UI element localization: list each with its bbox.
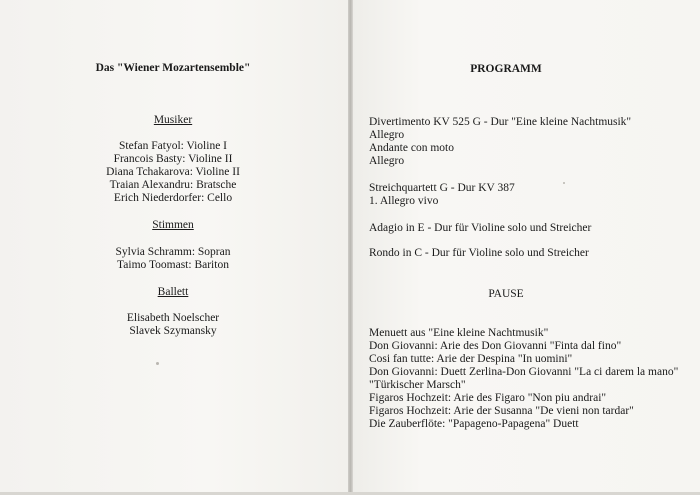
pause-heading: PAUSE [488,288,524,300]
musiker-item: Diana Tchakarova: Violine II [106,166,240,178]
program-line: "Türkischer Marsch" [369,379,466,391]
musiker-item: Erich Niederdorfer: Cello [113,192,233,204]
stimmen-item: Sylvia Schramm: Sopran [115,246,231,258]
musiker-item: Stefan Fatyol: Violine I [118,140,228,152]
page-fold [348,0,353,495]
program-line: Andante con moto [369,142,454,154]
program-line: Figaros Hochzeit: Arie des Figaro "Non piu andrai" [369,392,607,404]
program-line: Menuett aus "Eine kleine Nachtmusik" [369,327,549,339]
programm-heading: PROGRAMM [470,63,542,75]
program-line: Allegro [369,129,405,141]
program-line: Die Zauberflöte: "Papageno-Papagena" Duett [369,418,579,430]
program-line: Don Giovanni: Arie des Don Giovanni "Finta dal fino" [369,340,622,352]
musiker-item: Francois Basty: Violine II [113,153,233,165]
program-line: Streichquartett G - Dur KV 387 [369,182,515,194]
paper-speck [563,182,565,184]
program-line: Adagio in E - Dur für Violine solo und Streicher [369,222,592,234]
program-line: Figaros Hochzeit: Arie der Susanna "De vieni non tardar" [369,405,634,417]
program-line: Don Giovanni: Duett Zerlina-Don Giovanni "La ci darem la mano" [369,366,679,378]
program-line: Allegro [369,155,405,167]
stimmen-heading: Stimmen [152,219,194,231]
musiker-heading: Musiker [153,114,193,126]
program-line: Rondo in C - Dur für Violine solo und Streicher [369,247,589,259]
musiker-item: Traian Alexandru: Bratsche [109,179,237,191]
ensemble-title: Das "Wiener Mozartensemble" [95,62,251,74]
ballett-item: Elisabeth Noelscher [126,312,220,324]
program-line: Cosi fan tutte: Arie der Despina "In uomini" [369,353,573,365]
ballett-heading: Ballett [157,286,189,298]
stimmen-item: Taimo Toomast: Bariton [117,259,229,271]
program-line: 1. Allegro vivo [369,195,439,207]
paper-speck [156,362,159,365]
ballett-item: Slavek Szymansky [129,325,217,337]
program-line: Divertimento KV 525 G - Dur "Eine kleine Nachtmusik" [369,116,632,128]
